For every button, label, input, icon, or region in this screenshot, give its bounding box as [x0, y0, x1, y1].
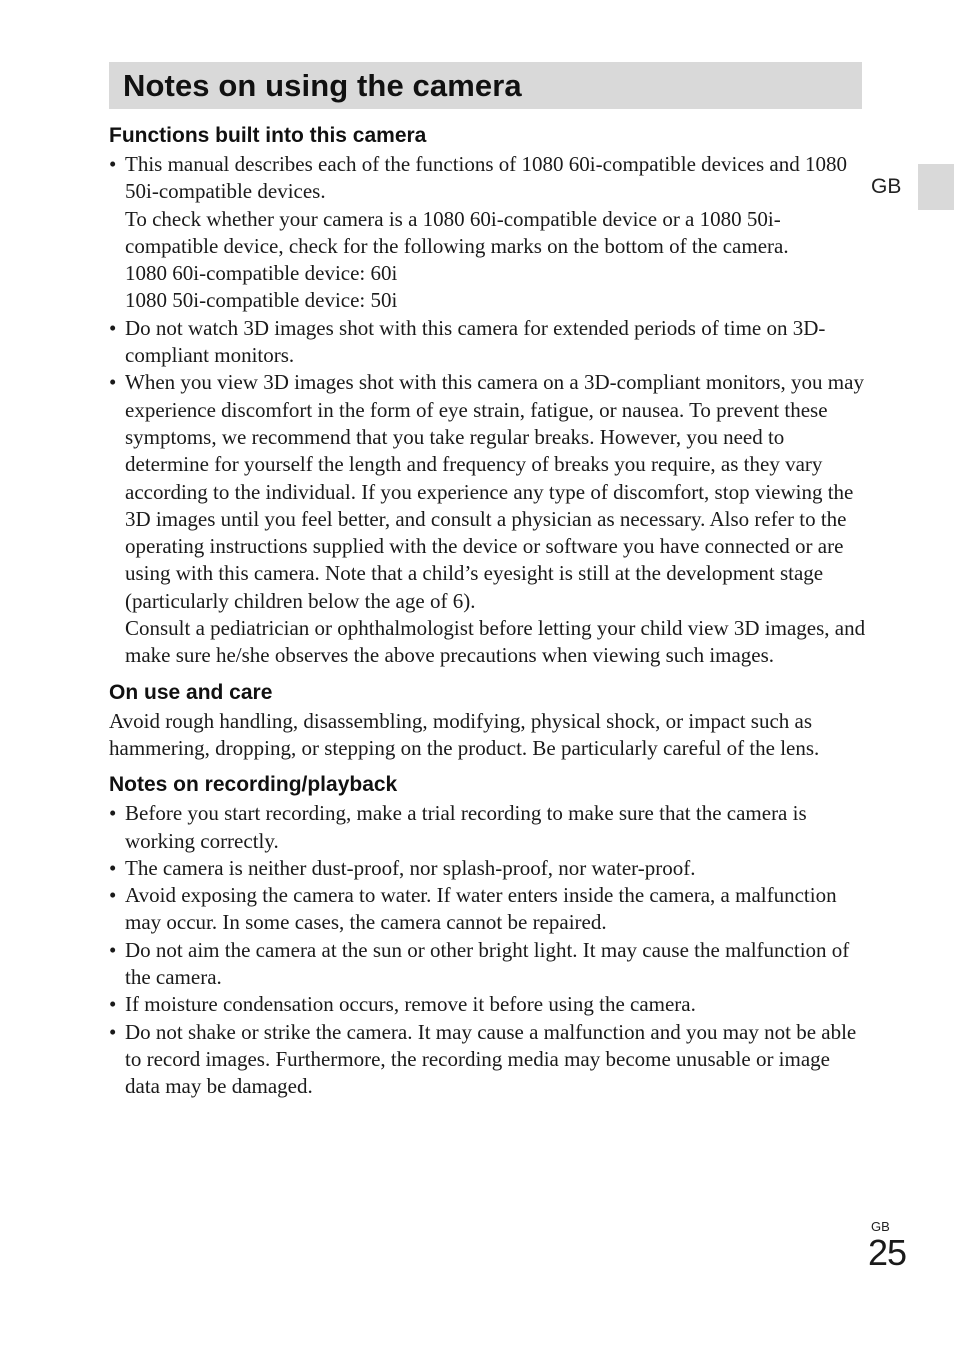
paragraph: The camera is neither dust-proof, nor splash-proof, nor water-proof. — [125, 855, 696, 880]
list-item — [109, 882, 869, 937]
bullet-icon: • — [109, 801, 117, 826]
paragraph: 1080 50i-compatible device: 50i — [125, 288, 398, 313]
paragraph: Do not shake or strike the camera. It may cause a malfunction and you may not be able to record images. Furthermore, the recording media may become unusable or image data may be damaged. — [125, 1019, 857, 1099]
bullet-icon: • — [109, 883, 117, 908]
paragraph: To check whether your camera is a 1080 60i-compatible device or a 1080 50i-compatible device, check for the following marks on the bottom of the camera. — [125, 206, 789, 258]
recording-bullet-list — [109, 800, 869, 1100]
paragraph: Before you start recording, make a trial recording to make sure that the camera is working correctly. — [125, 801, 807, 853]
page-number-label: GB — [871, 1219, 890, 1234]
care-paragraph: Avoid rough handling, disassembling, modifying, physical shock, or impact such as hammering, dropping, or stepping on the product. Be particularly careful of the lens. — [109, 708, 820, 760]
main-content — [109, 121, 869, 1101]
bullet-icon: • — [109, 152, 117, 176]
bullet-icon: • — [109, 992, 117, 1017]
bullet-icon: • — [109, 855, 117, 880]
bullet-icon: • — [109, 370, 117, 395]
paragraph: When you view 3D images shot with this camera on a 3D-compliant monitors, you may experience discomfort in the form of eye strain, fatigue, or nausea. To prevent these symptoms, we recommend that you take regular breaks. However, you need to determine for yourself the length and frequency of breaks you require, as they vary according to the individual. If you experience any type of discomfort, stop viewing the 3D images until you feel better, and consult a physician as necessary. Also refer to the operating instructions supplied with the device or software you have connected or are using with this camera. Note that a child’s eyesight is still at the development stage (particularly children below the age of 6). — [125, 370, 864, 613]
section-heading-recording: Notes on recording/playback — [109, 773, 398, 797]
side-tab-label: GB — [871, 175, 902, 198]
list-item — [109, 151, 869, 315]
list-item — [109, 991, 869, 1018]
side-tab-marker — [918, 164, 954, 210]
list-item — [109, 937, 869, 992]
list-item — [109, 800, 869, 855]
page-title-bar — [109, 62, 862, 109]
bullet-icon: • — [109, 1019, 117, 1044]
paragraph: This manual describes each of the functions of 1080 60i-compatible devices and 1080 50i-compatible devices. — [125, 152, 847, 204]
list-item — [109, 1019, 869, 1101]
paragraph: Do not aim the camera at the sun or other bright light. It may cause the malfunction of the camera. — [125, 937, 850, 990]
paragraph: If moisture condensation occurs, remove it before using the camera. — [125, 992, 696, 1017]
page-number: 25 — [868, 1232, 907, 1273]
section-heading-functions: Functions built into this camera — [109, 124, 427, 147]
bullet-icon: • — [109, 315, 117, 340]
paragraph: 1080 60i-compatible device: 60i — [125, 261, 398, 286]
paragraph: Avoid exposing the camera to water. If water enters inside the camera, a malfunction may occur. In some cases, the camera cannot be repaired. — [125, 883, 837, 935]
list-item — [109, 315, 869, 370]
list-item — [109, 369, 869, 669]
page-title: Notes on using the camera — [123, 67, 522, 103]
section-heading-care: On use and care — [109, 680, 273, 704]
functions-bullet-list — [109, 151, 869, 670]
paragraph: Do not watch 3D images shot with this camera for extended periods of time on 3D-compliant monitors. — [125, 315, 826, 368]
paragraph: Consult a pediatrician or ophthalmologist before letting your child view 3D images, and make sure he/she observes the above precautions when viewing such images. — [125, 616, 866, 668]
bullet-icon: • — [109, 937, 117, 962]
list-item — [109, 855, 869, 882]
